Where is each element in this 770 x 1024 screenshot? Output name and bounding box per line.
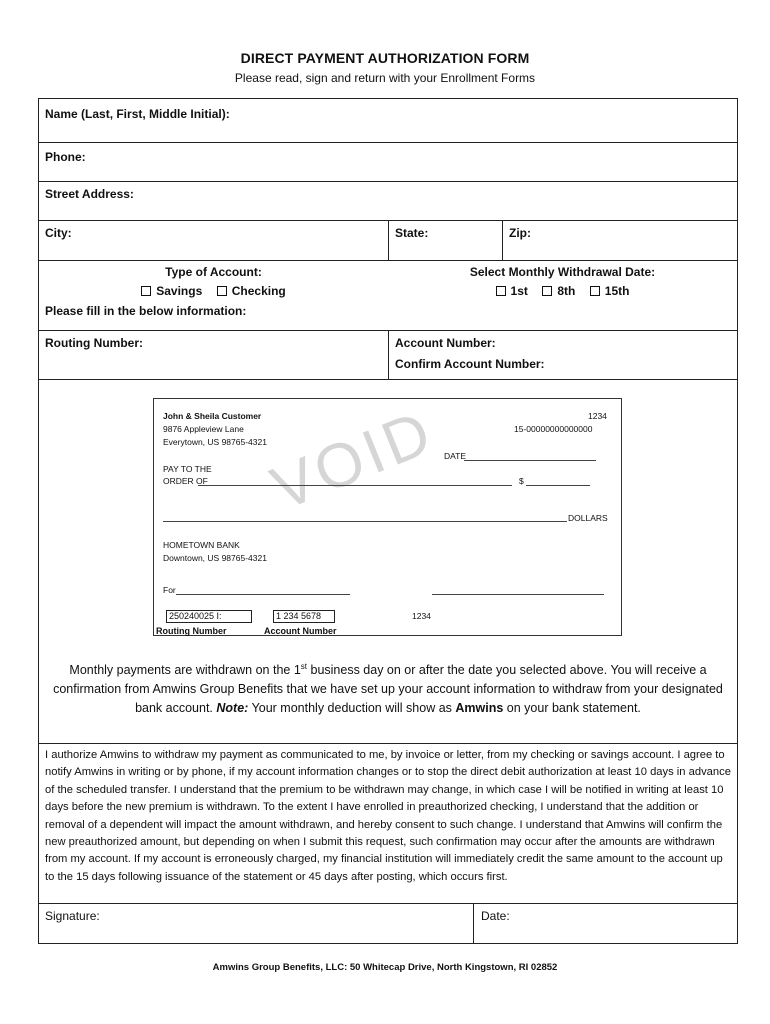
signature-line — [432, 594, 604, 595]
check-account-holder: John & Sheila Customer — [163, 411, 262, 421]
check-bank-name: HOMETOWN BANK — [163, 540, 240, 550]
checkbox-icon[interactable] — [590, 286, 600, 296]
zip-label: Zip: — [509, 226, 531, 240]
phone-row[interactable] — [39, 143, 737, 182]
checking-option[interactable]: Checking — [217, 284, 286, 298]
withdrawal-15th-option[interactable]: 15th — [590, 284, 630, 298]
savings-option[interactable]: Savings — [141, 284, 202, 298]
divider — [473, 903, 474, 944]
divider — [388, 331, 389, 379]
city-state-zip-row — [39, 221, 737, 261]
account-number-label[interactable]: Account Number: — [395, 336, 496, 350]
name-row[interactable] — [39, 99, 737, 143]
phone-label: Phone: — [45, 150, 86, 164]
date-label[interactable]: Date: — [481, 909, 510, 923]
check-dollars-label: DOLLARS — [568, 513, 608, 523]
checkbox-icon[interactable] — [217, 286, 227, 296]
check-address-line1: 9876 Appleview Lane — [163, 424, 244, 434]
check-bank-address: Downtown, US 98765-4321 — [163, 553, 267, 563]
street-label: Street Address: — [45, 187, 134, 201]
withdrawal-date-label: Select Monthly Withdrawal Date: — [469, 265, 656, 279]
check-order-of-label: ORDER OF — [163, 476, 208, 486]
check-number: 1234 — [588, 411, 607, 421]
payment-info-paragraph: Monthly payments are withdrawn on the 1st business day on or after the date you selected above. You will receive a confirmation from Amwins Group Benefits that we have set up your account information to withdraw from your designated bank account. Note: Your monthly deduction will show as Amwins on your bank statement. — [53, 662, 723, 716]
check-date-label: DATE — [444, 451, 467, 461]
form-subtitle: Please read, sign and return with your Enrollment Forms — [234, 71, 536, 85]
check-account-number: 1 234 5678 — [273, 610, 335, 623]
routing-number-label[interactable]: Routing Number: — [45, 336, 143, 350]
payment-form — [38, 98, 738, 944]
check-address-line2: Everytown, US 98765-4321 — [163, 437, 267, 447]
date-line — [464, 460, 596, 461]
check-pay-to-label: PAY TO THE — [163, 464, 212, 474]
sample-check-image — [153, 398, 622, 636]
divider — [502, 221, 503, 260]
checkbox-icon[interactable] — [496, 286, 506, 296]
check-fraction-code: 15-00000000000000 — [514, 424, 593, 434]
withdrawal-1st-option[interactable]: 1st — [496, 284, 528, 298]
check-micr-number: 1234 — [412, 611, 431, 621]
withdrawal-8th-option[interactable]: 8th — [542, 284, 575, 298]
payee-line — [198, 485, 512, 486]
void-watermark: VOID — [262, 397, 444, 524]
memo-line — [176, 594, 350, 595]
authorization-top-border — [39, 743, 737, 744]
confirm-account-number-label[interactable]: Confirm Account Number: — [395, 357, 545, 371]
authorization-text: I authorize Amwins to withdraw my payment as communicated to me, by invoice or letter, from my checking or savings account. I agree to notify Amwins in writing or by phone, if my account information changes or to stop the direct debit authorization at least 10 days in advance of the scheduled transfer. I understand that the premium to be withdrawn may change, in which case I will be notified in writing at least 10 days before the new premium is withdrawn. To the extent I have enrolled in preauthorized checking, I understand that the addition or removal of a dependent will impact the amount withdrawn, and hereby consent to such change. I understand that Amwins will confirm the new preauthorized amount, but depending on when I submit this request, such confirmation may occur after the amounts are withdrawn from my account. If my account is erroneously charged, my financial institution will immediately credit the same amount to the account up to the 15 days following issuance of the statement or 45 days after posting, which occurs first. — [45, 749, 731, 883]
amount-line — [526, 485, 590, 486]
routing-number-caption: Routing Number — [156, 626, 227, 636]
city-label: City: — [45, 226, 72, 240]
name-label: Name (Last, First, Middle Initial): — [45, 107, 230, 121]
divider — [388, 221, 389, 260]
bank-numbers-row — [39, 331, 737, 380]
account-number-caption: Account Number — [264, 626, 337, 636]
state-label: State: — [395, 226, 429, 240]
account-options-row — [39, 261, 737, 331]
footer-address: Amwins Group Benefits, LLC: 50 Whitecap Drive, North Kingstown, RI 02852 — [212, 962, 558, 973]
checkbox-icon[interactable] — [542, 286, 552, 296]
street-row[interactable] — [39, 182, 737, 221]
form-title: DIRECT PAYMENT AUTHORIZATION FORM — [240, 50, 530, 66]
account-type-label: Type of Account: — [165, 265, 262, 279]
check-for-label: For — [163, 585, 176, 595]
check-routing-number: 250240025 I: — [166, 610, 252, 623]
fill-info-label: Please fill in the below information: — [45, 304, 247, 318]
signature-label[interactable]: Signature: — [45, 909, 100, 923]
check-dollar-sign: $ — [519, 476, 524, 486]
signature-top-border — [39, 903, 737, 904]
checkbox-icon[interactable] — [141, 286, 151, 296]
written-amount-line — [163, 521, 567, 522]
